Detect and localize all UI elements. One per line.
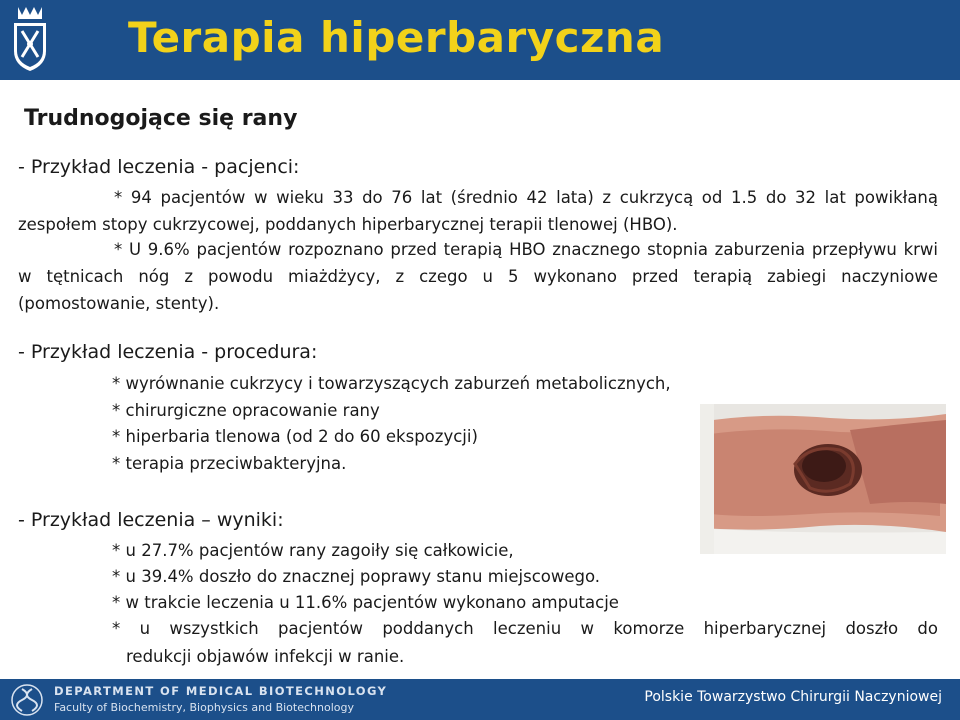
- procedure-item: * hiperbaria tlenowa (od 2 do 60 ekspozycji): [112, 427, 478, 446]
- results-item: * w trakcie leczenia u 11.6% pacjentów wykonano amputacje: [112, 593, 619, 612]
- patients-text-1: * 94 pacjentów w wieku 33 do 76 lat (średnio 42 lata) z cukrzycą od 1.5 do 32 lat powikłaną zespołem stopy cukrzycowej, poddanych hiperbarycznej terapii tlenowej (HBO).: [18, 188, 938, 234]
- results-item: * u 39.4% doszło do znacznej poprawy stanu miejscowego.: [112, 567, 601, 586]
- results-item: * u 27.7% pacjentów rany zagoiły się całkowicie,: [112, 541, 514, 560]
- patients-paragraph-1: [18, 184, 938, 238]
- footer-bar: [0, 679, 960, 720]
- results-heading: - Przykład leczenia – wyniki:: [18, 509, 284, 531]
- footer-faculty: Faculty of Biochemistry, Biophysics and Biotechnology: [54, 701, 354, 714]
- results-item: redukcji objawów infekcji w ranie.: [126, 647, 405, 666]
- procedure-heading: - Przykład leczenia - procedura:: [18, 341, 318, 363]
- patients-paragraph-2: [18, 236, 938, 317]
- page-title: Terapia hiperbaryczna: [128, 13, 665, 62]
- header-bar: [0, 0, 960, 80]
- patients-heading: - Przykład leczenia - pacjenci:: [18, 156, 300, 178]
- footer-society: Polskie Towarzystwo Chirurgii Naczyniowej: [644, 689, 942, 705]
- slide-subtitle: Trudnogojące się rany: [24, 106, 298, 131]
- results-item: * u wszystkich pacjentów poddanych leczeniu w komorze hiperbarycznej doszło do: [112, 619, 938, 638]
- procedure-item: * terapia przeciwbakteryjna.: [112, 454, 347, 473]
- dna-logo-icon: [10, 683, 44, 717]
- patients-text-2: * U 9.6% pacjentów rozpoznano przed terapią HBO znacznego stopnia zaburzenia przepływu krwi w tętnicach nóg z powodu miażdżycy, z czego u 5 wykonano przed terapią zabiegi naczyniowe (pomostowanie, stenty).: [18, 240, 938, 313]
- university-crest-icon: [10, 5, 50, 73]
- procedure-item: * wyrównanie cukrzycy i towarzyszących zaburzeń metabolicznych,: [112, 374, 671, 393]
- procedure-item: * chirurgiczne opracowanie rany: [112, 401, 380, 420]
- footer-department: DEPARTMENT OF MEDICAL BIOTECHNOLOGY: [54, 684, 388, 698]
- wound-photo: [700, 404, 946, 554]
